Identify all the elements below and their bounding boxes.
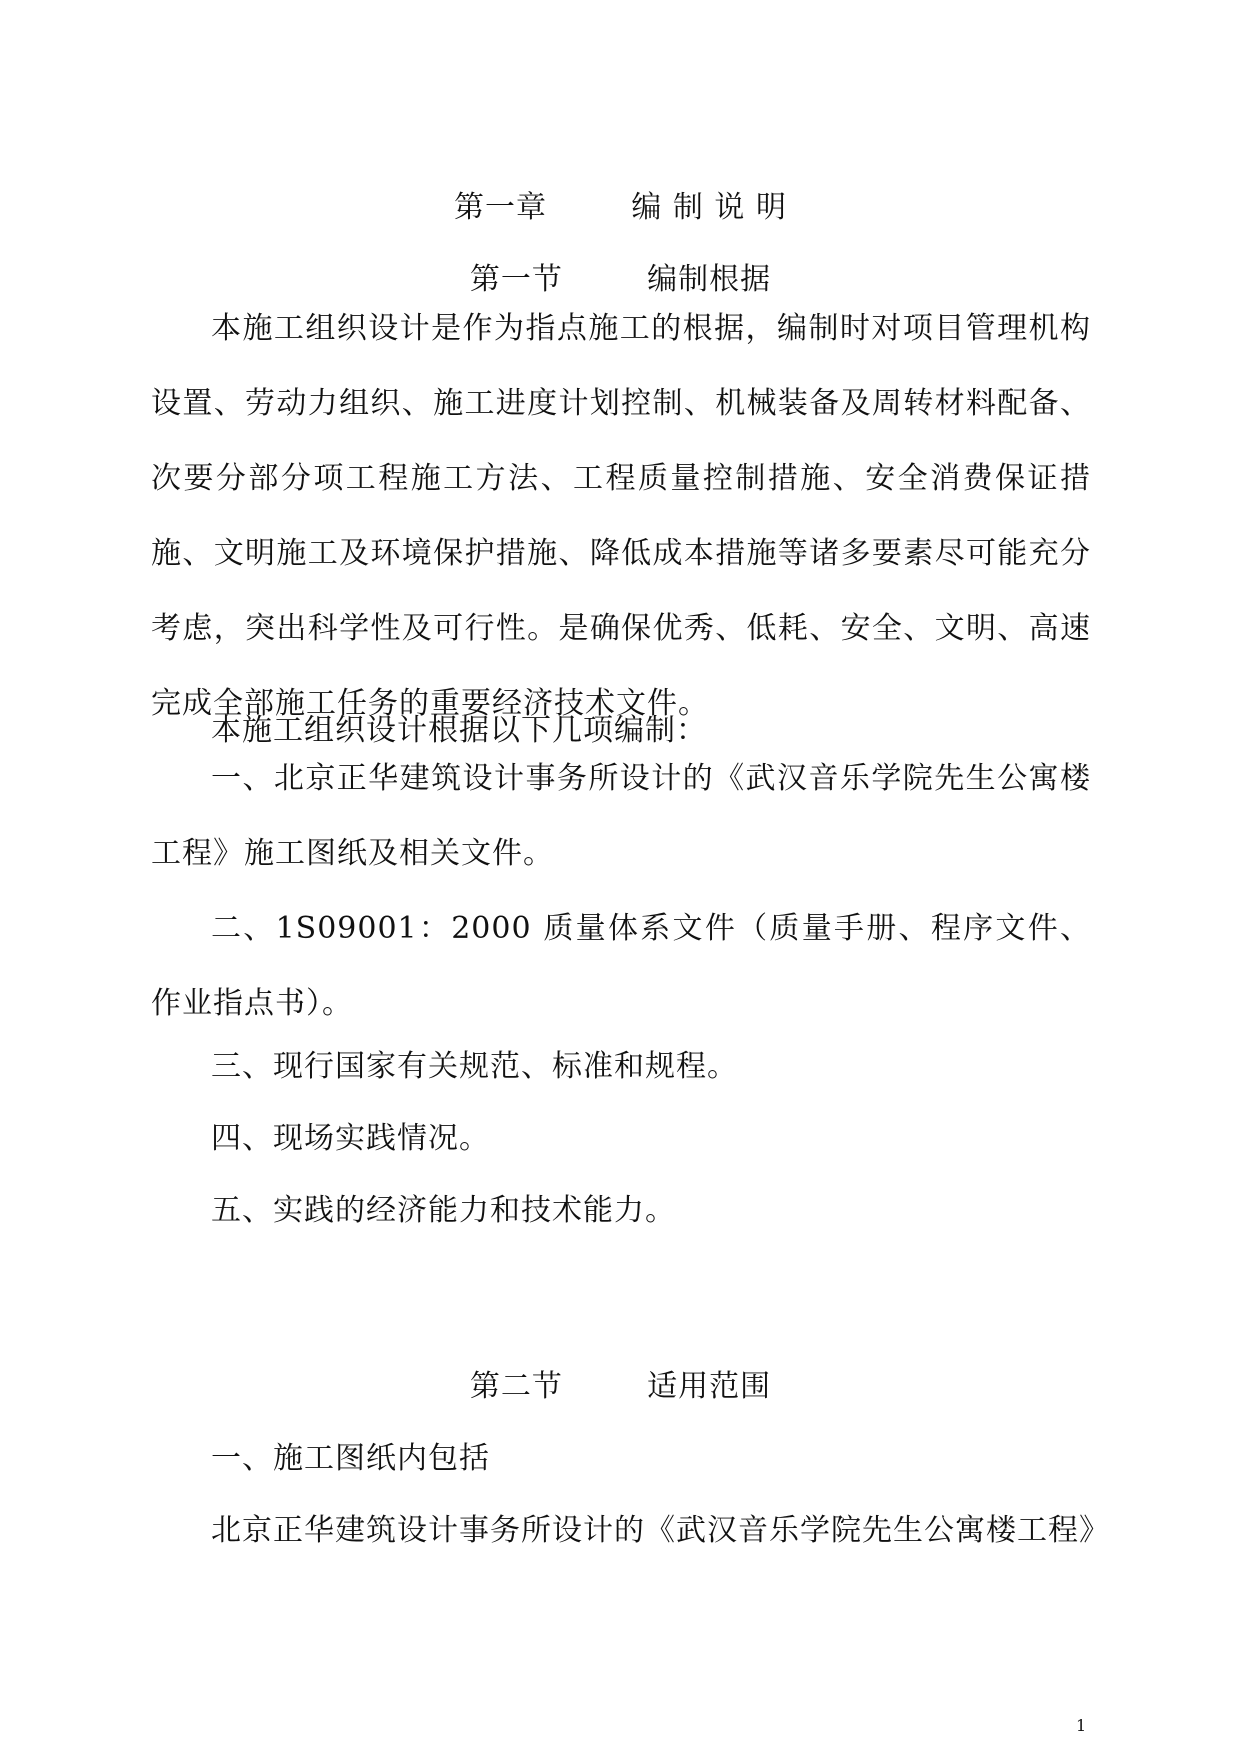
basis-item-3: 三、现行国家有关规范、标准和规程。 [211,1049,738,1084]
scope-subheading: 一、施工图纸内包括 [211,1441,490,1476]
page-number: 1 [1076,1716,1087,1735]
basis-item-2: 二、1S09001：2000 质量体系文件（质量手册、程序文件、作业指点书）。 [151,911,1091,1021]
basis-item-1: 一、北京正华建筑设计事务所设计的《武汉音乐学院先生公寓楼工程》施工图纸及相关文件。 [151,761,1091,871]
basis-item-4: 四、现场实践情况。 [211,1121,490,1156]
paragraph-basis: 本施工组织设计是作为指点施工的根据，编制时对项目管理机构设置、劳动力组织、施工进度计划控制、机械装备及周转材料配备、次要分部分项工程施工方法、工程质量控制措施、安全消费保证措施、文明施工及环境保护措施、降低成本措施等诸多要素尽可能充分考虑，突出科学性及可行性。是确保优秀、低耗、安全、文明、高速完成全部施工任务的重要经济技术文件。 [151,311,1091,721]
section-title-2: 第二节 适用范围 [469,1369,772,1404]
section-title-1: 第一节 编制根据 [469,262,772,297]
chapter-title: 第一章 编 制 说 明 [454,190,787,225]
basis-item-5: 五、实践的经济能力和技术能力。 [211,1193,676,1228]
basis-intro: 本施工组织设计根据以下几项编制： [211,713,707,748]
scope-text: 北京正华建筑设计事务所设计的《武汉音乐学院先生公寓楼工程》 [211,1513,1110,1548]
